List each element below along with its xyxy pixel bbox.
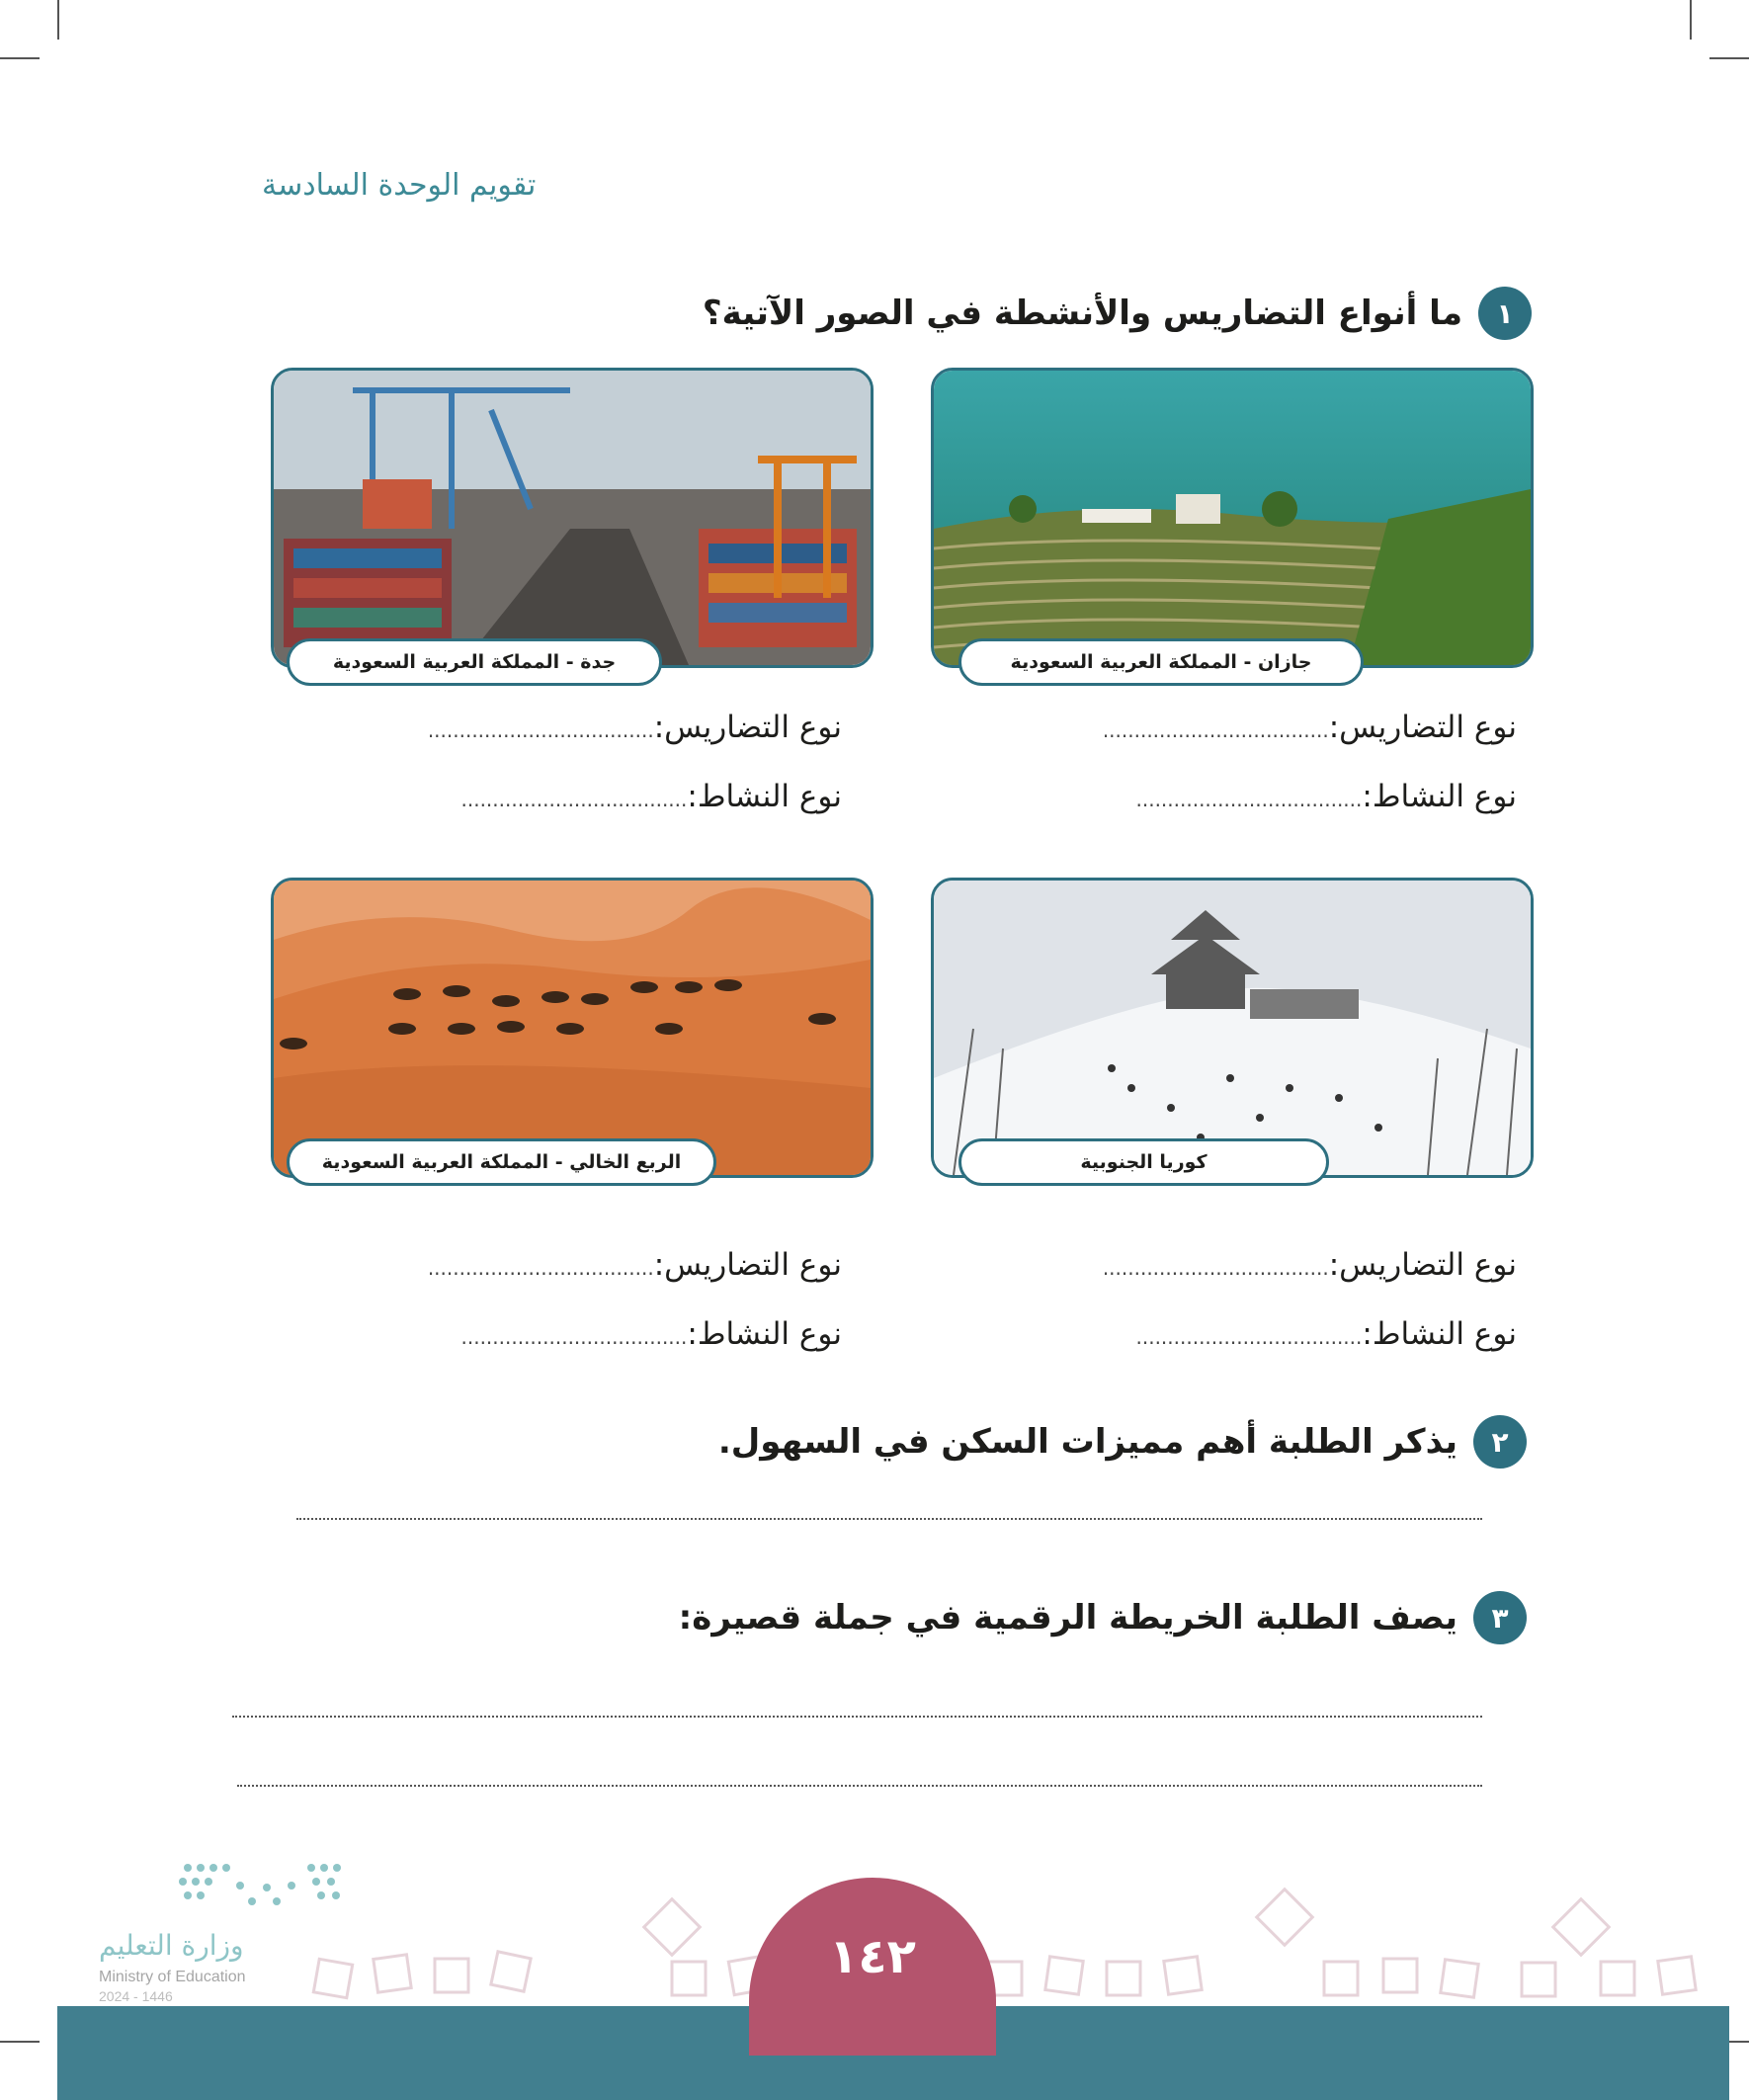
footer-pattern (277, 1868, 1729, 2006)
ministry-name-en: Ministry of Education (99, 1969, 246, 1985)
question-1 (703, 287, 1532, 340)
terrain-label: نوع التضاريس: (653, 1247, 842, 1283)
ministry-name-ar: وزارة التعليم (99, 1929, 244, 1962)
terrain-field (428, 1247, 842, 1283)
question-number: ٢ (1473, 1415, 1527, 1469)
answer-dots: .................................... (1102, 1256, 1329, 1280)
activity-field (1136, 1316, 1518, 1352)
crop-mark (0, 2041, 40, 2043)
question-number: ١ (1478, 287, 1532, 340)
crop-mark (1709, 57, 1749, 59)
question-3 (679, 1591, 1527, 1644)
caption-jeddah: جدة - المملكة العربية السعودية (287, 638, 662, 686)
activity-label: نوع النشاط: (687, 1316, 842, 1352)
answer-line[interactable] (296, 1518, 1482, 1520)
answer-line[interactable] (237, 1785, 1482, 1787)
question-text: يصف الطلبة الخريطة الرقمية في جملة قصيرة: (678, 1598, 1458, 1638)
answer-line[interactable] (232, 1716, 1482, 1718)
terrain-field (1103, 1247, 1517, 1283)
crop-mark (57, 0, 59, 40)
terrain-label: نوع التضاريس: (653, 710, 842, 745)
terrain-label: نوع التضاريس: (1328, 710, 1517, 745)
answer-dots: .................................... (460, 788, 688, 811)
crop-mark (1690, 0, 1692, 40)
question-text: يذكر الطلبة أهم مميزات السكن في السهول. (717, 1422, 1458, 1462)
question-number: ٣ (1473, 1591, 1527, 1644)
activity-field (461, 1316, 843, 1352)
crop-mark (0, 57, 40, 59)
terrain-field (1103, 710, 1517, 745)
activity-label: نوع النشاط: (1362, 1316, 1517, 1352)
edition-year: 2024 - 1446 (99, 1988, 173, 2004)
answer-dots: .................................... (460, 1325, 688, 1349)
page-number: ١٤٢ (829, 1929, 916, 1984)
photo-empty-quarter (271, 878, 874, 1178)
answer-dots: .................................... (427, 1256, 654, 1280)
photo-jeddah (271, 368, 874, 668)
answer-dots: .................................... (427, 718, 654, 742)
caption-empty-quarter: الربع الخالي - المملكة العربية السعودية (287, 1138, 716, 1186)
activity-field (1136, 779, 1518, 814)
terrain-field (428, 710, 842, 745)
caption-jazan: جازان - المملكة العربية السعودية (958, 638, 1364, 686)
terrain-label: نوع التضاريس: (1328, 1247, 1517, 1283)
activity-label: نوع النشاط: (1362, 779, 1517, 814)
answer-dots: .................................... (1102, 718, 1329, 742)
photo-jazan (931, 368, 1534, 668)
answer-dots: .................................... (1135, 1325, 1363, 1349)
question-2 (718, 1415, 1527, 1469)
activity-field (461, 779, 843, 814)
caption-korea: كوريا الجنوبية (958, 1138, 1329, 1186)
question-text: ما أنواع التضاريس والأنشطة في الصور الآتية؟ (702, 294, 1462, 333)
unit-title: تقويم الوحدة السادسة (262, 168, 537, 203)
answer-dots: .................................... (1135, 788, 1363, 811)
photo-korea (931, 878, 1534, 1178)
activity-label: نوع النشاط: (687, 779, 842, 814)
